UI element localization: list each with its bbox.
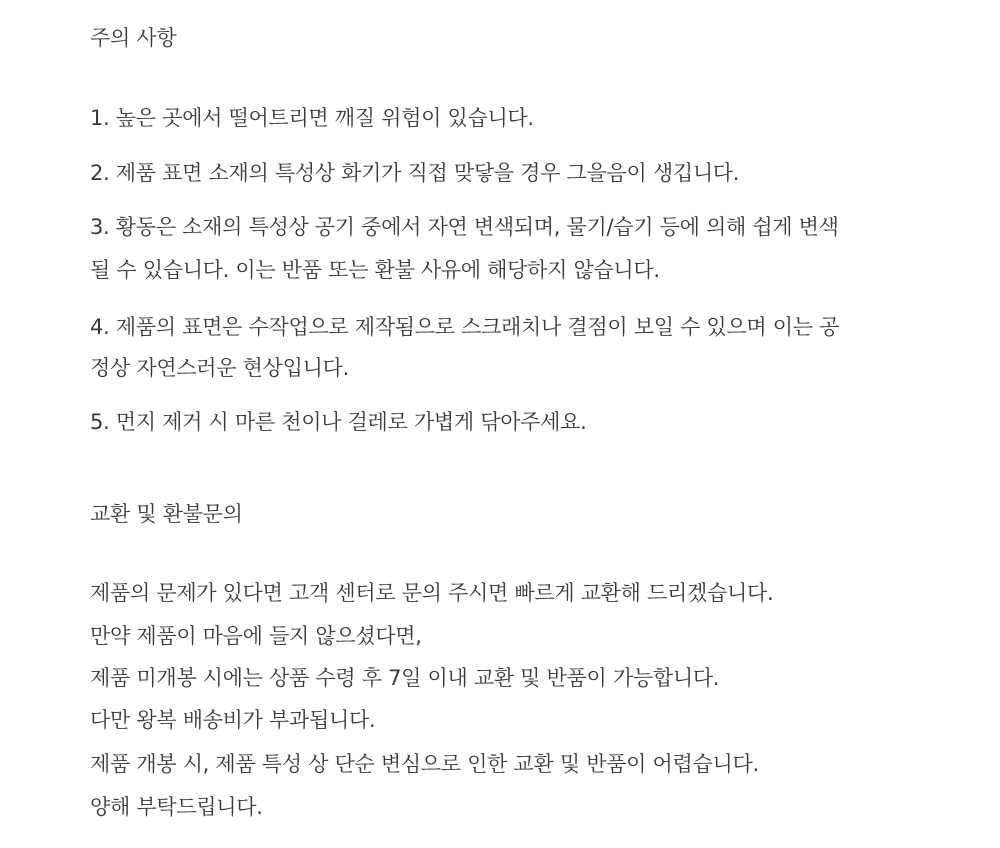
refund-line-4: 다만 왕복 배송비가 부과됩니다. bbox=[90, 708, 376, 732]
notice-item-4-line-2: 정상 자연스러운 현상입니다. bbox=[90, 356, 349, 380]
refund-heading: 교환 및 환불문의 bbox=[90, 502, 243, 526]
notice-item-5: 5. 먼지 제거 시 마른 천이나 걸레로 가볍게 닦아주세요. bbox=[90, 410, 587, 434]
notice-item-2: 2. 제품 표면 소재의 특성상 화기가 직접 맞닿을 경우 그을음이 생깁니다. bbox=[90, 161, 740, 185]
notice-item-3-line-2: 될 수 있습니다. 이는 반품 또는 환불 사유에 해당하지 않습니다. bbox=[90, 258, 660, 282]
notice-item-4-line-1: 4. 제품의 표면은 수작업으로 제작됨으로 스크래치나 결점이 보일 수 있으며 이는 공 bbox=[90, 315, 840, 339]
refund-line-2: 만약 제품이 마음에 들지 않으셨다면, bbox=[90, 624, 422, 648]
notice-item-3-line-1: 3. 황동은 소재의 특성상 공기 중에서 자연 변색되며, 물기/습기 등에 의해 쉽게 변색 bbox=[90, 215, 839, 239]
refund-line-3: 제품 미개봉 시에는 상품 수령 후 7일 이내 교환 및 반품이 가능합니다. bbox=[90, 666, 720, 690]
notice-item-1: 1. 높은 곳에서 떨어트리면 깨질 위험이 있습니다. bbox=[90, 106, 534, 130]
refund-line-6: 양해 부탁드립니다. bbox=[90, 795, 263, 819]
notice-heading: 주의 사항 bbox=[90, 26, 177, 50]
refund-line-1: 제품의 문제가 있다면 고객 센터로 문의 주시면 빠르게 교환해 드리겠습니다. bbox=[90, 581, 774, 605]
refund-line-5: 제품 개봉 시, 제품 특성 상 단순 변심으로 인한 교환 및 반품이 어렵습니다. bbox=[90, 752, 759, 776]
